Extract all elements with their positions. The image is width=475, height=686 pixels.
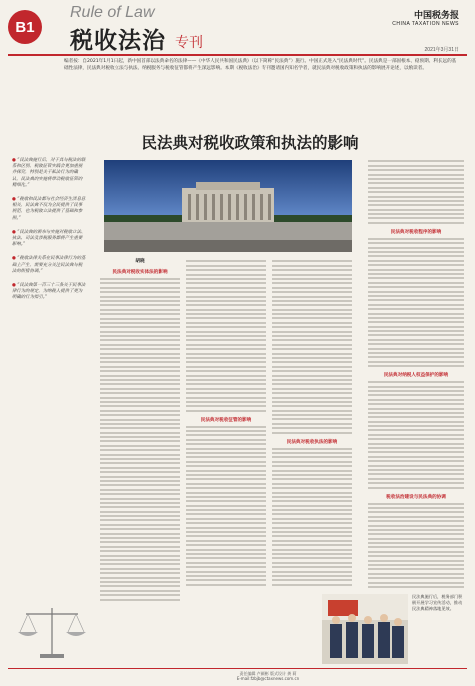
editor-note: 编者按：自2021年1月1日起，新中国首部以法典命名的法律——《中华人民共和国民法典》（以下简称“民法典”）施行。中国正式进入“民法典时代”。民法典是一部固根本、稳预期、利长远的基础性法律，民法典对税收立法与执法、纳税服务与税收征管都将产生深远影响。本期《税收法治》专刊邀请国内知名学者，就民法典对税收政策和执法的影响展开论述，以飨读者。 [64, 59, 457, 71]
page-header [0, 0, 475, 56]
section-subheading: 民法典对税收实体法的影响 [112, 270, 168, 275]
footer-info [168, 671, 368, 681]
article-headline: 民法典对税收政策和执法的影响 [141, 134, 359, 152]
body-text [272, 260, 352, 433]
pull-quote: ● “民法典施行后，对于其与税法的联系和区别，税收征管实践会更加重视并探究，特别是关于私法行为的确认，民法典的实施将带动税收征管的精细化。” [12, 158, 86, 188]
header-rule [8, 54, 467, 56]
article-column-2 [186, 258, 266, 588]
pull-quote: ● “税收法律关系在民事法律行为的基础上产生，需要充分关注民法典与税法的衔接协调。” [12, 256, 86, 274]
section-title-suffix: 专刊 [175, 35, 203, 51]
pull-quote: ● “民法典第一百三十三条关于民事法律行为的规定，为纳税人提供了更为明确的行为指引。” [12, 283, 86, 301]
section-title-cn: 税收法治 [70, 28, 166, 54]
issue-date: 2021年3月31日 [424, 47, 459, 53]
pull-quotes-column [12, 158, 86, 588]
article-column-3 [272, 258, 352, 588]
masthead-cn: 中国税务报 [413, 11, 459, 21]
pull-quote: ● “民法典的颁布与实施对税收立法、执法、司法及涉税服务都将产生重要影响。” [12, 229, 86, 248]
masthead [392, 8, 459, 27]
contact-email: E-mail:fzbjb@ctaxnews.com.cn [236, 676, 300, 681]
editors-credit: 责任编辑 卢颜彬 版式设计 龚 莉 [239, 671, 297, 676]
article-column-4 [368, 158, 464, 558]
body-text [368, 238, 464, 367]
officials-photo [322, 594, 408, 664]
court-building-photo [104, 160, 352, 252]
section-subheading: 民法典对税收程序的影响 [390, 229, 442, 235]
body-text [186, 426, 266, 586]
page-code-badge: B1 [8, 10, 42, 44]
body-text [272, 448, 352, 586]
body-text [100, 278, 180, 601]
pull-quote: ● “税收和民法都与社会经济生活息息相关，民法典不仅为全民提供了民事规范，也为税收立法提供了基础和参照。” [12, 197, 86, 221]
photo-caption: 民法典施行后，税务部门积极开展学习宣传活动，推动民法典精神落地见效。 [412, 594, 463, 611]
section-subheading: 民法典对纳税人权益保护的影响 [383, 373, 449, 379]
section-subheading: 民法典对税收执法的影响 [286, 439, 338, 445]
footer-rule [8, 668, 467, 669]
article-column-1 [100, 258, 180, 603]
author-byline: 胡晓 [135, 259, 145, 264]
body-text [368, 160, 464, 223]
section-subheading: 民法典对税收征管的影响 [200, 417, 252, 423]
scales-of-justice-illustration [12, 600, 92, 660]
body-text [368, 381, 464, 488]
section-subheading: 税收法治建设与民法典的协调 [386, 494, 446, 500]
masthead-en: CHINA TAXATION NEWS [392, 21, 459, 27]
body-text [368, 503, 464, 588]
body-text [186, 260, 266, 411]
section-title-en: Rule of Law [70, 4, 155, 21]
page-footer [8, 668, 467, 682]
